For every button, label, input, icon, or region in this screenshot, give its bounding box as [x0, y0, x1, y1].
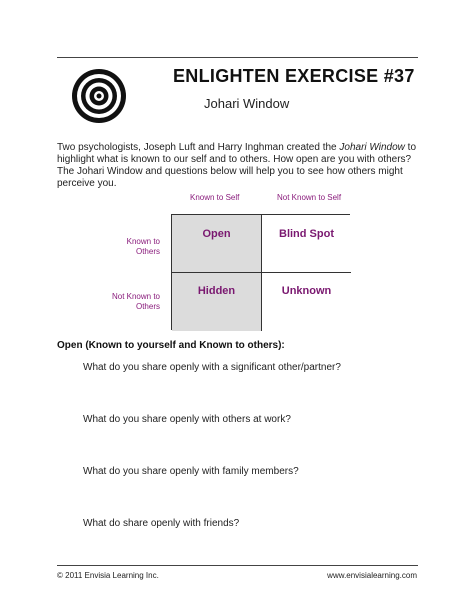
section-heading: Open (Known to yourself and Known to others): — [57, 340, 285, 351]
footer-copyright: © 2011 Envisia Learning Inc. — [57, 571, 159, 580]
quadrant-label: Unknown — [281, 285, 332, 297]
quadrant-unknown — [262, 273, 351, 331]
quadrant-hidden — [172, 273, 262, 331]
target-icon — [71, 68, 127, 124]
intro-paragraph — [57, 142, 422, 190]
column-header-not-known-to-self: Not Known to Self — [277, 193, 342, 202]
footer-website: www.envisialearning.com — [327, 571, 417, 580]
page-subtitle: Johari Window — [204, 96, 290, 111]
row-header-line: Others — [135, 302, 160, 311]
question-item: What do you share openly with a significant other/partner? — [83, 362, 341, 373]
quadrant-label: Blind Spot — [279, 228, 334, 240]
quadrant-open — [172, 215, 262, 273]
intro-text-start: Two psychologists, Joseph Luft and Harry Inghman created the — [57, 142, 340, 153]
question-item: What do you share openly with family members? — [83, 466, 299, 477]
row-header-known-to-others — [100, 237, 160, 257]
quadrant-label: Hidden — [197, 285, 236, 297]
bottom-divider — [57, 565, 418, 566]
top-divider — [57, 57, 418, 58]
intro-italic-term: Johari Window — [339, 142, 405, 153]
page-title: ENLIGHTEN EXERCISE #37 — [173, 66, 415, 86]
intro-text-end: to highlight what is known to our self and to others. How open are you with others? The Johari Window and questions below will help you to see how others might perceive you. — [57, 142, 417, 189]
row-header-not-known-to-others — [100, 292, 160, 312]
johari-window-grid — [171, 214, 350, 330]
column-header-known-to-self: Known to Self — [190, 193, 240, 202]
quadrant-label: Open — [202, 228, 231, 240]
row-header-line: Not Known to — [111, 292, 160, 301]
row-header-line: Known to — [126, 237, 160, 246]
question-item: What do share openly with friends? — [83, 518, 240, 529]
quadrant-blind-spot — [262, 215, 351, 273]
row-header-line: Others — [135, 247, 160, 256]
question-item: What do you share openly with others at work? — [83, 414, 291, 425]
